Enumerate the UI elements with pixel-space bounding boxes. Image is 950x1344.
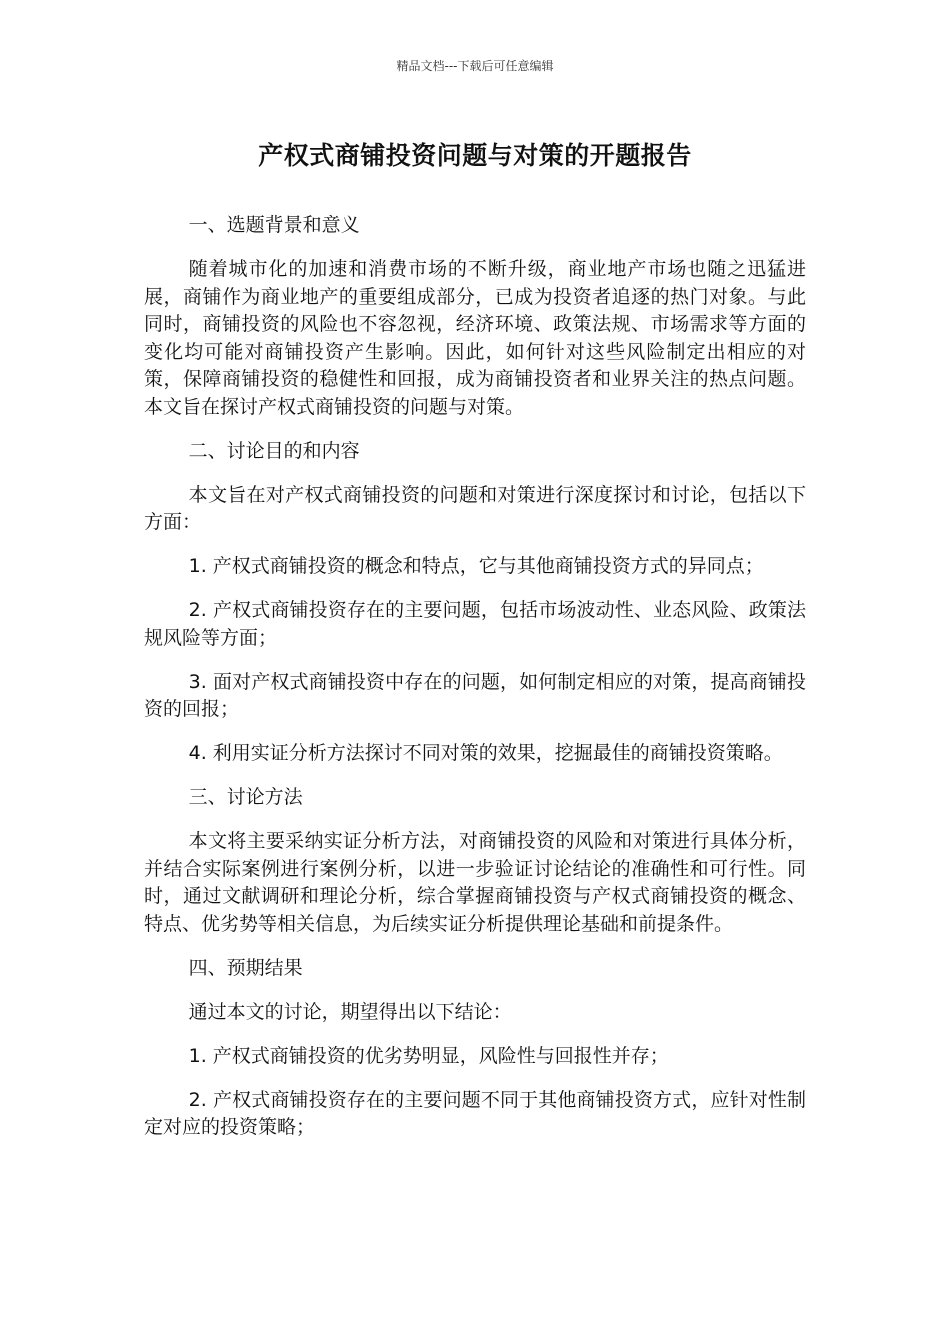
section-heading-background: 一、选题背景和意义 [188, 214, 360, 236]
paragraph-background: 随着城市化的加速和消费市场的不断升级，商业地产市场也随之迅猛进展，商铺作为商业地产的重要组成部分，已成为投资者追逐的热门对象。与此同时，商铺投资的风险也不容忽视，经济环境、政策法规、市场需求等方面的变化均可能对商铺投资产生影响。因此，如何针对这些风险制定出相应的对策，保障商铺投资的稳健性和回报，成为商铺投资者和业界关注的热点问题。本文旨在探讨产权式商铺投资的问题与对策。 [144, 258, 806, 418]
list-item-results-2: 2. 产权式商铺投资存在的主要问题不同于其他商铺投资方式，应针对性制定对应的投资策略； [144, 1088, 806, 1138]
section-heading-results: 四、预期结果 [188, 956, 303, 979]
paragraph-method: 本文将主要采纳实证分析方法，对商铺投资的风险和对策进行具体分析，并结合实际案例进行案例分析，以进一步验证讨论结论的准确性和可行性。同时，通过文献调研和理论分析，综合掌握商铺投资与产权式商铺投资的概念、特点、优劣势等相关信息，为后续实证分析提供理论基础和前提条件。 [144, 830, 806, 935]
header-watermark: 精品文档---下载后可任意编辑 [396, 59, 554, 73]
list-item-purpose-4: 4. 利用实证分析方法探讨不同对策的效果，挖掘最佳的商铺投资策略。 [188, 742, 783, 764]
list-item-results-1: 1. 产权式商铺投资的优劣势明显，风险性与回报性并存； [188, 1044, 669, 1067]
paragraph-purpose-intro: 本文旨在对产权式商铺投资的问题和对策进行深度探讨和讨论，包括以下方面： [144, 483, 806, 533]
document-body [144, 212, 806, 1158]
list-item-purpose-3: 3. 面对产权式商铺投资中存在的问题，如何制定相应的对策，提高商铺投资的回报； [144, 670, 806, 720]
list-item-purpose-2: 2. 产权式商铺投资存在的主要问题，包括市场波动性、业态风险、政策法规风险等方面； [144, 599, 806, 649]
section-heading-method: 三、讨论方法 [188, 786, 303, 808]
list-item-purpose-1: 1. 产权式商铺投资的概念和特点，它与其他商铺投资方式的异同点； [188, 555, 764, 577]
paragraph-results-intro: 通过本文的讨论，期望得出以下结论： [188, 1000, 512, 1023]
section-heading-purpose: 二、讨论目的和内容 [188, 439, 360, 462]
document-title: 产权式商铺投资问题与对策的开题报告 [258, 141, 692, 170]
